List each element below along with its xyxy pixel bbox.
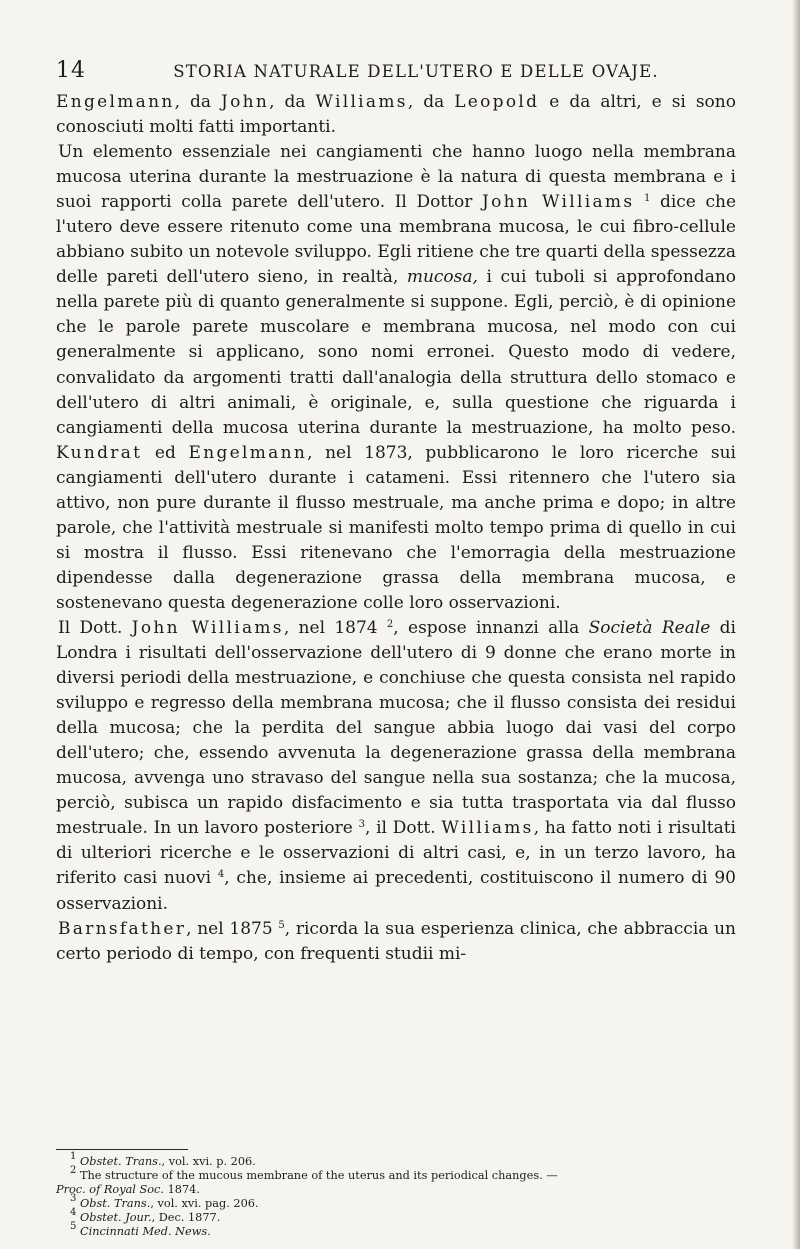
paragraph-4 <box>56 917 736 967</box>
text-run: , nel 1873, pubblicarono le loro ricerche sui cangiamenti dell'utero durante i catameni. Essi ritennero che l'utero sia attivo, non pure durante il flusso mestruale, ma anche prima e dopo; in altre parole, che l'attività mestruale si manifesti molto tempo prima di quello in cui si mostra il flusso. Essi ritenevano che l'emorragia della mestruazione dipendesse dalla degenerazione grassa della membrana mucosa, e sostenevano questa degenerazione colle loro osservazioni. <box>56 442 736 613</box>
text-run: , ricorda la sua esperienza clinica, che abbraccia un certo periodo di tempo, con frequenti studii mi- <box>56 918 736 964</box>
author-name: Leopold <box>454 92 540 112</box>
italic-term: mucosa, <box>406 267 478 288</box>
text-run: Un elemento essenziale nei cangiamenti che hanno luogo nella membrana mucosa uterina durante la mestruazione è la natura di questa membrana e i suoi rapporti colla parete dell'utero. Il Dottor <box>56 142 736 213</box>
page-header <box>56 58 736 88</box>
footnote-source: Obstet. Trans. <box>79 1155 162 1168</box>
author-name: Engelmann <box>188 442 308 463</box>
paragraph-2 <box>56 140 736 616</box>
page-edge-shadow <box>792 0 800 1249</box>
text-run: , nel 1874 <box>283 617 387 638</box>
text-run: e da altri, e si sono conosciuti molti fatti importanti. <box>56 92 736 138</box>
page-number: 14 <box>56 58 86 83</box>
text-run: , da <box>269 92 316 112</box>
text-run: , da <box>174 92 221 112</box>
text-run: , espose innanzi alla <box>393 617 589 638</box>
author-name: Engelmann <box>56 92 175 112</box>
footnote-detail: 1874. <box>163 1183 200 1196</box>
paragraph-1 <box>56 90 736 140</box>
footnote-mark: 1 <box>70 1151 77 1162</box>
footnote-ref: 4 <box>217 869 225 881</box>
footnote-ref: 1 <box>643 193 651 205</box>
footnote-mark: 4 <box>70 1207 77 1218</box>
footnote-detail: The structure of the mucous membrane of the uterus and its periodical changes. — <box>79 1169 558 1182</box>
footnote-4 <box>56 1207 736 1225</box>
paragraph-3 <box>56 616 736 917</box>
footnote-3 <box>56 1193 736 1211</box>
body-text <box>56 90 736 967</box>
footnote-2-continued <box>56 1183 736 1197</box>
footnote-source: Cincinnati Med. News. <box>79 1225 211 1238</box>
text-run: dice che l'utero deve essere ritenuto come una membrana mucosa, le cui fibro-cellule abbiano subito un notevole sviluppo. Egli ritiene che tre quarti della spessezza delle pareti dell'utero sieno, in realtà, <box>56 192 737 288</box>
text-run: di Londra i risultati dell'osservazione dell'utero di 9 donne che erano morte in diversi periodi della mestruazione, e conchiuse che questa consista nel rapido sviluppo e regresso della membrana mucosa; che il flusso consista dei residui della mucosa; che la perdita del sangue abbia luogo dai vasi del corpo dell'utero; che, essendo avvenuta la degenerazione grassa della membrana mucosa, avvenga uno stravaso del sangue nella sua sostanza; che la mucosa, perciò, subisca un rapido disfacimento e sia tutta trasportata via dal flusso mestruale. In un lavoro posteriore <box>56 617 736 839</box>
footnote-mark: 2 <box>70 1165 77 1176</box>
text-run: , ha fatto noti i risultati di ulteriori ricerche e le osservazioni di altri casi, e, in un terzo lavoro, ha riferito casi nuovi <box>56 818 736 889</box>
footnote-ref: 2 <box>386 618 394 630</box>
italic-term: Società Reale <box>588 617 711 638</box>
footnote-detail: , Dec. 1877. <box>151 1211 221 1224</box>
footnote-1 <box>56 1151 736 1169</box>
author-name: Kundrat <box>56 442 143 463</box>
text-run: , da <box>407 92 455 112</box>
footnotes <box>56 1151 736 1239</box>
text-run: ed <box>142 442 189 463</box>
footnote-source: Obstet. Jour. <box>79 1211 152 1224</box>
footnote-source: Obst. Trans. <box>79 1197 151 1210</box>
author-name: Williams <box>441 818 534 839</box>
text-run: , nel 1875 <box>186 918 279 939</box>
footnote-ref: 5 <box>278 919 285 931</box>
footnote-mark: 3 <box>70 1193 77 1204</box>
footnote-ref: 3 <box>358 819 365 831</box>
footnote-mark: 5 <box>70 1221 77 1232</box>
running-title: STORIA NATURALE DELL'UTERO E DELLE OVAJE. <box>173 62 659 81</box>
author-name: John <box>220 92 270 112</box>
text-run: , che, insieme ai precedenti, costituiscono il numero di 90 osservazioni. <box>56 868 736 914</box>
footnote-detail: , vol. xvi. p. 206. <box>161 1155 256 1168</box>
author-name: John Williams <box>481 192 635 213</box>
footnote-rule <box>56 1149 188 1150</box>
author-name: Williams <box>315 92 408 112</box>
author-name: Barnsfather <box>58 918 187 939</box>
footnote-source: Proc. of Royal Soc. <box>56 1183 164 1196</box>
author-name: John Williams <box>131 617 284 638</box>
footnote-detail: , vol. xvi. pag. 206. <box>150 1197 259 1210</box>
text-run: Il Dott. <box>58 617 132 638</box>
footnote-5 <box>56 1221 736 1239</box>
footnote-2 <box>56 1165 736 1183</box>
text-run: i cui tuboli si approfondano nella parete più di quanto generalmente si suppone. Egli, perciò, è di opinione che le parole parete muscolare e membrana mucosa, nel modo con cui generalmente si applicano, sono nomi erronei. Questo modo di vedere, convalidato da argomenti tratti dall'analogia della struttura dello stomaco e dell'utero di altri animali, è originale, e, sulla questione che riguarda i cangiamenti della mucosa uterina durante la mestruazione, ha molto peso. <box>56 267 737 438</box>
text-run: , il Dott. <box>364 818 442 839</box>
